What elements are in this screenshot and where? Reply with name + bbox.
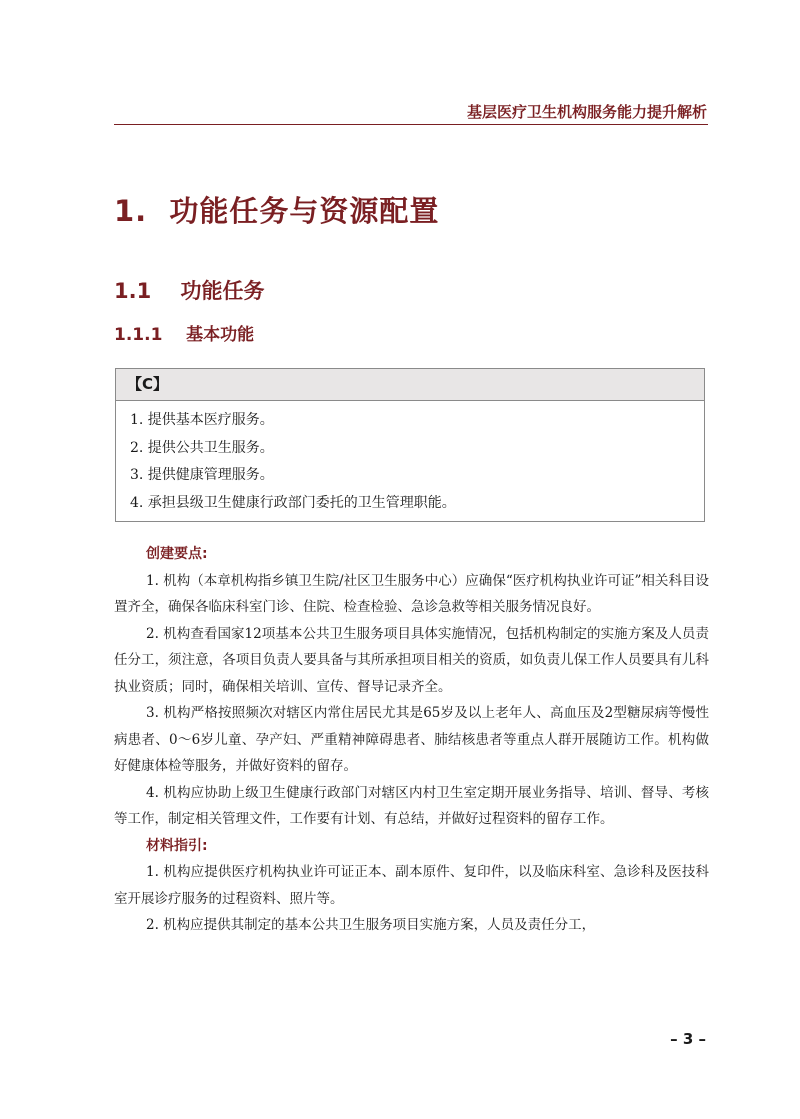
section-number: 1.1: [114, 279, 152, 303]
subsection-title: [114, 320, 254, 345]
criteria-label: 【C】: [116, 369, 704, 401]
criteria-item: 2. 提供公共卫生服务。: [130, 439, 274, 456]
key-point-paragraph: 4. 机构应协助上级卫生健康行政部门对辖区内村卫生室定期开展业务指导、培训、督导、考核等工作，制定相关管理文件，工作要有计划、有总结，并做好过程资料的留存工作。: [114, 784, 709, 827]
page-number: – 3 –: [670, 1030, 706, 1048]
key-point-paragraph: 2. 机构查看国家12项基本公共卫生服务项目具体实施情况，包括机构制定的实施方案及人员责任分工，须注意，各项目负责人要具备与其所承担项目相关的资质，如负责儿保工作人员要具有儿科执业资质；同时，确保相关培训、宣传、督导记录齐全。: [114, 625, 709, 695]
body-block: [114, 541, 709, 939]
criteria-item: 3. 提供健康管理服务。: [130, 467, 274, 483]
section-title-text: 功能任务: [180, 279, 265, 303]
running-header: 基层医疗卫生机构服务能力提升解析: [466, 103, 707, 121]
key-points-heading: 创建要点:: [146, 546, 208, 562]
criteria-box: [115, 368, 705, 522]
subsection-title-text: 基本功能: [186, 325, 255, 345]
key-point-paragraph: 3. 机构严格按照频次对辖区内常住居民尤其是65岁及以上老年人、高血压及2型糖尿病等慢性病患者、0～6岁儿童、孕产妇、严重精神障碍患者、肺结核患者等重点人群开展随访工作。机构做好健康体检等服务，并做好资料的留存。: [114, 705, 709, 774]
key-point-paragraph: 1. 机构（本章机构指乡镇卫生院/社区卫生服务中心）应确保“医疗机构执业许可证”相关科目设置齐全，确保各临床科室门诊、住院、检查检验、急诊急救等相关服务情况良好。: [114, 572, 709, 615]
chapter-title: [114, 189, 439, 230]
header-rule: [114, 124, 708, 125]
section-title: [114, 275, 264, 305]
materials-paragraph: 1. 机构应提供医疗机构执业许可证正本、副本原件、复印件，以及临床科室、急诊科及医技科室开展诊疗服务的过程资料、照片等。: [114, 864, 709, 907]
materials-heading: 材料指引:: [146, 837, 208, 854]
criteria-item: 4. 承担县级卫生健康行政部门委托的卫生管理职能。: [130, 494, 456, 511]
chapter-number: 1.: [114, 194, 148, 228]
materials-paragraph: 2. 机构应提供其制定的基本公共卫生服务项目实施方案，人员及责任分工，: [146, 917, 596, 933]
criteria-list: [116, 401, 704, 521]
subsection-number: 1.1.1: [114, 325, 163, 345]
chapter-title-text: 功能任务与资源配置: [169, 194, 440, 228]
criteria-item: 1. 提供基本医疗服务。: [130, 412, 274, 428]
